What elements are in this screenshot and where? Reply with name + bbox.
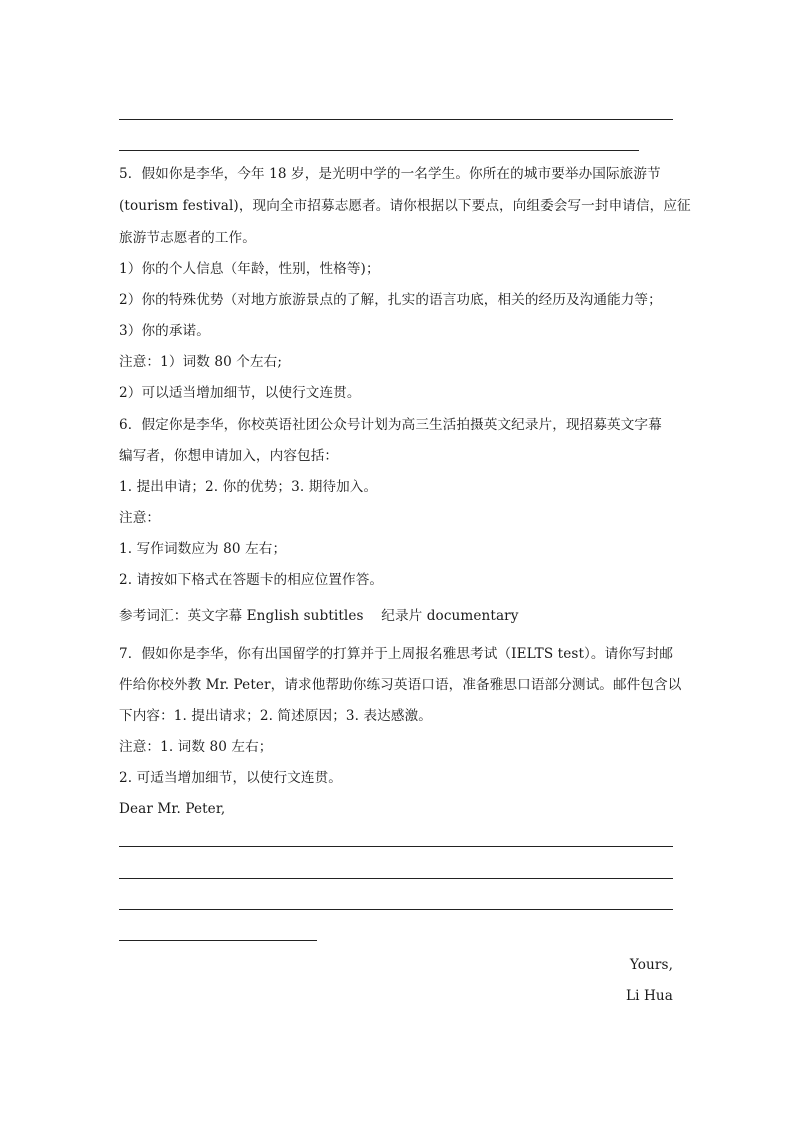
- answer-line: [119, 909, 673, 910]
- q7-line: 注意：1. 词数 80 左右；: [119, 739, 273, 755]
- q7-line: 7．假如你是李华，你有出国留学的打算并于上周报名雅思考试（IELTS test）。请你写封邮: [119, 646, 674, 662]
- q5-line: 2）你的特殊优势（对地方旅游景点的了解，扎实的语言功底，相关的经历及沟通能力等；: [119, 292, 662, 308]
- q6-line: 6．假定你是李华，你校英语社团公众号计划为高三生活拍摄英文纪录片，现招募英文字幕: [119, 417, 662, 433]
- q6-line: 1. 提出申请；2. 你的优势；3. 期待加入。: [119, 479, 378, 495]
- answer-line: [119, 878, 673, 879]
- answer-line: [119, 940, 317, 941]
- q5-line: 2）可以适当增加细节，以使行文连贯。: [119, 385, 361, 401]
- letter-signature: Li Hua: [625, 988, 673, 1004]
- q5-line: 3）你的承诺。: [119, 323, 210, 339]
- q7-line: 下内容：1. 提出请求；2. 简述原因；3. 表达感激。: [119, 708, 432, 724]
- answer-line: [119, 150, 639, 151]
- q5-line: 5．假如你是李华，今年 18 岁，是光明中学的一名学生。你所在的城市要举办国际旅游节: [119, 166, 661, 182]
- q6-line: 1. 写作词数应为 80 左右；: [119, 541, 287, 557]
- answer-line: [119, 119, 673, 120]
- letter-salutation: Dear Mr. Peter,: [119, 801, 226, 817]
- q5-line: (tourism festival)，现向全市招募志愿者。请你根据以下要点，向组委会写一封申请信，应征: [119, 198, 691, 214]
- q7-line: 件给你校外教 Mr. Peter，请求他帮助你练习英语口语，准备雅思口语部分测试。邮件包含以: [119, 677, 682, 693]
- q5-line: 旅游节志愿者的工作。: [119, 230, 256, 246]
- letter-closing: Yours,: [629, 957, 673, 973]
- answer-line: [119, 846, 673, 847]
- q6-line: 编写者，你想申请加入，内容包括：: [119, 448, 339, 464]
- q7-line: 2. 可适当增加细节，以使行文连贯。: [119, 770, 342, 786]
- q6-line: 2. 请按如下格式在答题卡的相应位置作答。: [119, 572, 384, 588]
- q5-line: 1）你的个人信息（年龄，性别，性格等)；: [119, 261, 380, 277]
- q5-line: 注意：1）词数 80 个左右;: [119, 354, 283, 370]
- q6-line: 参考词汇：英文字幕 English subtitles 纪录片 documentary: [119, 608, 519, 624]
- q6-line: 注意：: [119, 510, 161, 526]
